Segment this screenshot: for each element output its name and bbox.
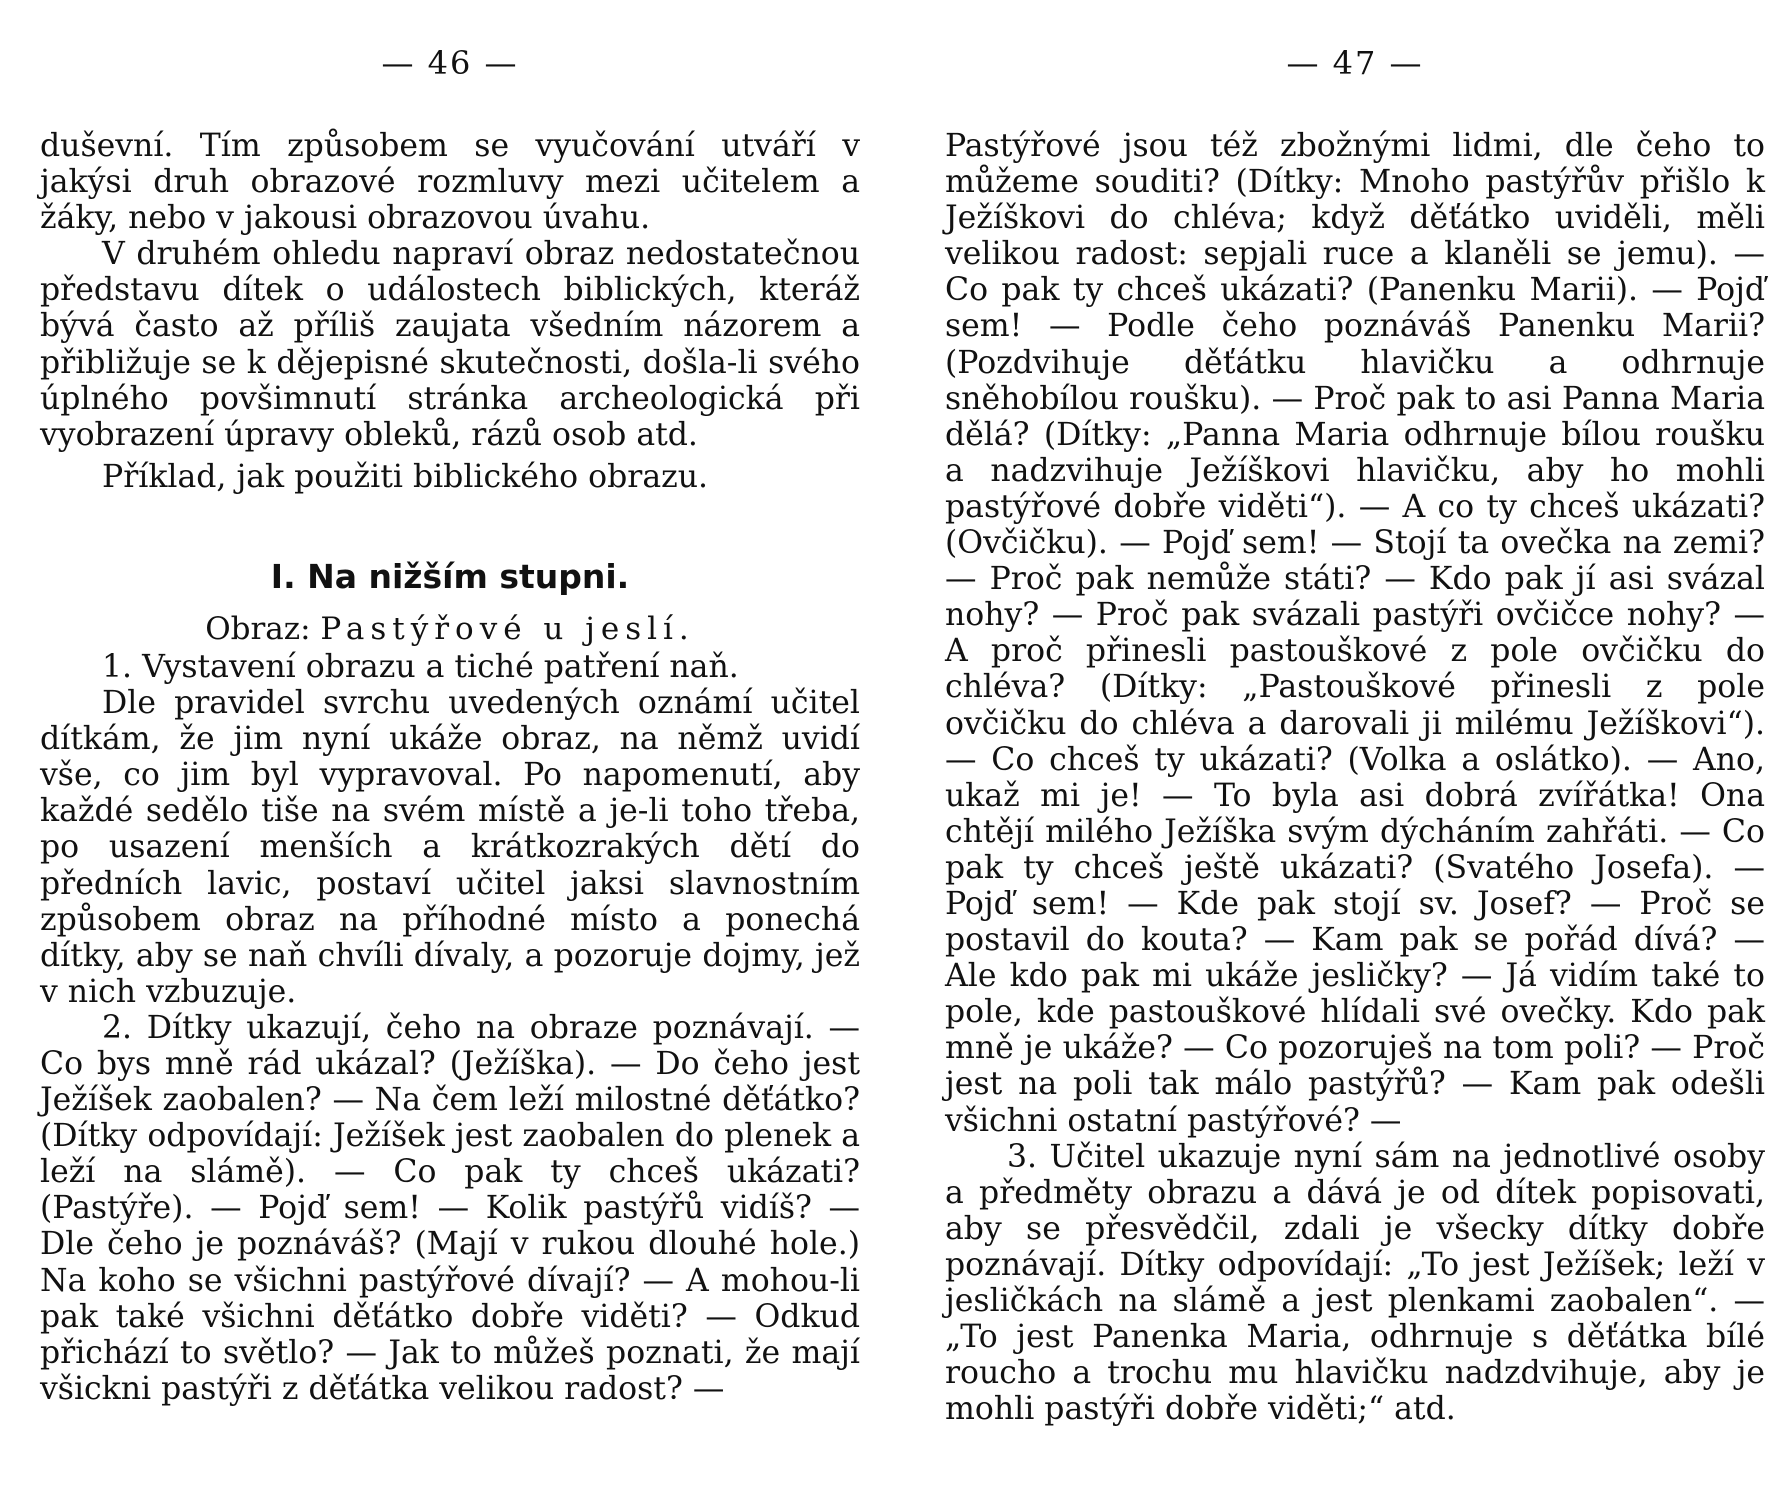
paragraph: 3. Učitel ukazuje nyní sám na jednotlivé osoby a předměty obrazu a dává je od dítek popisovati, aby se přesvědčil, zdali je všecky dítky dobře poznávají. Dítky odpovídají: „To jest Ježíšek; leží v jesličkách na slámě a jest plenkami zaobalen“. — „To jest Panenka Maria, odhrnuje s děťátka bílé roucho a trochu mu hlavičku nadzdvihuje, aby je mohli pastýři dobře viděti;“ atd.	[945, 1138, 1765, 1428]
example-caption: Příklad, jak použiti biblického obrazu.	[102, 458, 708, 495]
right-page	[945, 0, 1765, 1500]
paragraph: duševní. Tím způsobem se vyučování utváří v jakýsi druh obrazové rozmluvy mezi učitelem a žáky, nebo v jakousi obrazovou úvahu.	[40, 128, 860, 237]
picture-title	[40, 609, 860, 649]
left-page	[40, 0, 860, 1500]
picture-name: Pastýřové u jeslí.	[320, 610, 695, 647]
right-page-text	[945, 128, 1765, 1427]
page-number-right: — 47 —	[1286, 44, 1424, 82]
paragraph: 2. Dítky ukazují, čeho na obraze poznávají. — Co bys mně rád ukázal? (Ježíška). — Do čeho jest Ježíšek zaobalen? — Na čem leží milostné děťátko? (Dítky odpovídají: Ježíšek jest zaobalen do plenek a leží na slámě). — Co pak ty chceš ukázati? (Pastýře). — Pojď sem! — Kolik pastýřů vidíš? — Dle čeho je poznáváš? (Mají v rukou dlouhé hole.) Na koho se všichni pastýřové dívají? — A mohou-li pak také všichni děťátko dobře viděti? — Odkud přichází to světlo? — Jak to můžeš poznati, že mají všickni pastýři z děťátka velikou radost? —	[40, 1009, 860, 1407]
section-heading: I. Na nižším stupni.	[270, 556, 630, 596]
page-number-left: — 46 —	[381, 44, 519, 82]
step-title: 1. Vystavení obrazu a tiché patření naň.	[102, 648, 739, 685]
left-page-text	[40, 128, 860, 1407]
paragraph: Dle pravidel svrchu uvedených oznámí učitel dítkám, že jim nyní ukáže obraz, na němž uvidí vše, co jim byl vypravoval. Po napomenutí, aby každé sedělo tiše na svém místě a je-li toho třeba, po usazení menších a krátkozrakých dětí do předních lavic, postaví učitel jaksi slavnostním způsobem obraz na příhodné místo a ponechá dítky, aby se naň chvíli dívaly, a pozoruje dojmy, jež v nich vzbuzuje.	[40, 685, 860, 1010]
paragraph: Pastýřové jsou též zbožnými lidmi, dle čeho to můžeme souditi? (Dítky: Mnoho pastýřův přišlo k Ježíškovi do chléva; když děťátko uviděli, měli velikou radost: sepjali ruce a klaněli se jemu). — Co pak ty chceš ukázati? (Panenku Marii). — Pojď sem! — Podle čeho poznáváš Panenku Marii? (Pozdvihuje děťátku hlavičku a odhrnuje sněhobílou roušku). — Proč pak to asi Panna Maria dělá? (Dítky: „Panna Maria odhrnuje bílou roušku a nadzvihuje Ježíškovi hlavičku, aby ho mohli pastýřové dobře viděti“). — A co ty chceš ukázati? (Ovčičku). — Pojď sem! — Stojí ta ovečka na zemi? — Proč pak nemůže státi? — Kdo pak jí asi svázal nohy? — Proč pak svázali pastýři ovčičce nohy? — A proč přinesli pastouškové z pole ovčičku do chléva? (Dítky: „Pastouškové přinesli z pole ovčičku do chléva a darovali ji milému Ježíškovi“). — Co chceš ty ukázati? (Volka a oslátko). — Ano, ukaž mi je! — To byla asi dobrá zvířátka! Ona chtějí milého Ježíška svým dýcháním zahřáti. — Co pak ty chceš ještě ukázati? (Svatého Josefa). — Pojď sem! — Kde pak stojí sv. Josef? — Proč se postavil do kouta? — Kam pak se pořád dívá? — Ale kdo pak mi ukáže jesličky? — Já vidím také to pole, kde pastouškové hlídali své ovečky. Kdo pak mně je ukáže? — Co pozoruješ na tom poli? — Proč jest na poli tak málo pastýřů? — Kam pak odešli všichni ostatní pastýřové? —	[945, 128, 1765, 1139]
picture-label: Obraz:	[205, 610, 311, 647]
paragraph: V druhém ohledu napraví obraz nedostatečnou představu dítek o událostech biblických, kteráž bývá často až příliš zaujata všedním názorem a přibližuje se k dějepisné skutečnosti, došla-li svého úplného povšimnutí stránka archeologická při vyobrazení úpravy obleků, rázů osob atd.	[40, 236, 860, 453]
